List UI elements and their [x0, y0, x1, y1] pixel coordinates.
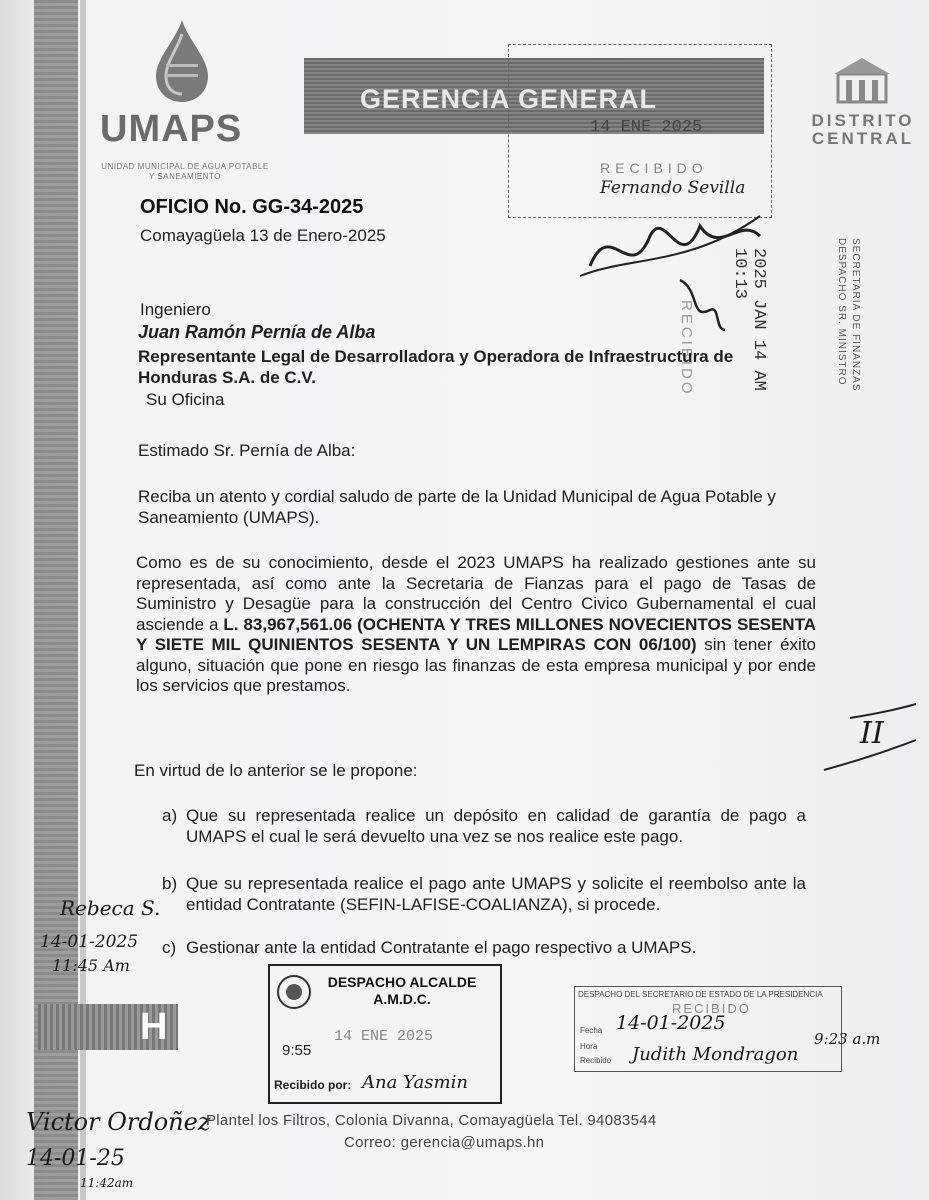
despacho-alcalde-time: 9:55	[282, 1042, 312, 1059]
margin-mark: II	[860, 716, 884, 751]
handwritten-rebeca: Rebeca S.	[60, 896, 161, 920]
despacho-alcalde-recibido-label: Recibido por:	[274, 1078, 352, 1092]
option-a-letter: a)	[162, 806, 178, 825]
greeting: Estimado Sr. Pernía de Alba:	[138, 441, 356, 460]
alcaldia-seal-icon	[276, 970, 312, 1018]
recipient-office: Su Oficina	[146, 390, 225, 409]
handwritten-rebeca-date: 14-01-2025	[40, 932, 139, 952]
presidencia-fecha-label: Fecha	[580, 1026, 603, 1035]
presidencia-stamp-recibido: RECIBIDO	[672, 1001, 751, 1016]
footer-address: Plantel los Filtros, Colonia Divanna, Comayagüela Tel. 94083544	[206, 1112, 657, 1129]
option-c-text: Gestionar ante la entidad Contratante el pago respectivo a UMAPS.	[186, 938, 697, 957]
handwritten-victor-time: 11:42am	[80, 1176, 134, 1190]
despacho-alcalde-recibido-by: Ana Yasmin	[362, 1072, 468, 1093]
footer-email: Correo: gerencia@umaps.hn	[344, 1134, 545, 1151]
presidencia-recibido-by: Judith Mondragon	[632, 1044, 799, 1065]
distrito-central-building-icon	[830, 56, 894, 104]
umaps-drop-logo-icon	[148, 18, 216, 104]
handwritten-rebeca-time: 11:45 Am	[52, 956, 130, 975]
distrito-central-text: DISTRITO CENTRAL	[811, 111, 915, 148]
handwritten-victor: Victor Ordoñez	[26, 1108, 211, 1136]
secretaria-finanzas-stamp: SECRETARIA DE FINANZAS DESPACHO SR. MINISTRO	[836, 238, 861, 392]
finanzas-stamp-recibido: RECIBIDO	[678, 300, 695, 397]
paragraph-propuesta: En virtud de lo anterior se le propone:	[134, 761, 418, 780]
presidencia-stamp-title: DESPACHO DEL SECRETARIO DE ESTADO DE LA PRESIDENCIA	[578, 990, 823, 999]
salutation-title: Ingeniero	[140, 300, 211, 319]
presidencia-hora-label: Hora	[580, 1042, 598, 1051]
presidencia-fecha-value: 14-01-2025	[616, 1012, 726, 1034]
initials-scribble-icon	[670, 270, 730, 340]
presidencia-recibido-label: Recibido	[580, 1056, 612, 1065]
gerencia-stamp-date: 14 ENE 2025	[590, 118, 703, 137]
debt-amount: L. 83,967,561.06 (OCHENTA Y TRES MILLONES NOVECIENTOS SESENTA Y SIETE MIL QUINIENTOS SESENTA Y UN LEMPIRAS CON 06/100)	[136, 614, 816, 654]
oficio-number: OFICIO No. GG-34-2025	[140, 196, 364, 218]
umaps-logo-subtitle: UNIDAD MUNICIPAL DE AGUA POTABLE Y SANEAMIENTO	[101, 162, 269, 181]
margin-mark-lines-icon	[820, 700, 920, 780]
handwritten-victor-date: 14-01-25	[26, 1146, 125, 1171]
presidencia-hora-value: 9:23 a.m	[814, 1030, 881, 1048]
recipient-name: Juan Ramón Pernía de Alba	[138, 322, 376, 342]
option-b-text: Que su representada realice el pago ante UMAPS y solicite el reembolso ante la entidad Contratante (SEFIN-LAFISE-COALIANZA), si procede.	[186, 874, 806, 914]
gerencia-stamp-recibido: RECIBIDO	[600, 160, 708, 176]
option-b-letter: b)	[162, 874, 178, 893]
paragraph-gestiones-intro: Como es de su conocimiento, desde el 2023 UMAPS ha realizado gestiones ante su representada, así como ante la Secretaria de Fianzas para el pago de Tasas de Suministro y Desagüe para la construcción del Centro Civico Gubernamental el cual asciende a	[136, 553, 816, 634]
place-date: Comayagüela 13 de Enero-2025	[140, 226, 386, 245]
paragraph-gestiones-close: sin tener éxito alguno, situación que pone en riesgo las finanzas de esta empresa municipal y por ende los servicios que prestamos.	[136, 635, 816, 695]
recipient-role: Representante Legal de Desarrolladora y Operadora de Infraestructura de Honduras S.A. de C.V.	[138, 347, 734, 387]
option-a-text: Que su representada realice un depósito en calidad de garantía de pago a UMAPS el cual le será devuelto una vez se nos realice este pago.	[186, 806, 806, 846]
paragraph-saludo: Reciba un atento y cordial saludo de parte de la Unidad Municipal de Agua Potable y Saneamiento (UMAPS).	[138, 487, 776, 527]
option-c-letter: c)	[162, 938, 177, 957]
gerencia-banner-text: GERENCIA GENERAL	[360, 84, 658, 114]
despacho-alcalde-title: DESPACHO ALCALDE A.M.D.C.	[327, 974, 477, 1007]
paragraph-gestiones	[136, 553, 816, 697]
honduras-h-emblem: H	[140, 1006, 168, 1048]
finanzas-stamp-date: 2025 JAN 14 AM 10:13	[730, 248, 768, 391]
umaps-logo-text: UMAPS	[100, 108, 243, 150]
gerencia-stamp-signature: Fernando Sevilla	[600, 178, 746, 198]
despacho-alcalde-date: 14 ENE 2025	[334, 1028, 434, 1045]
